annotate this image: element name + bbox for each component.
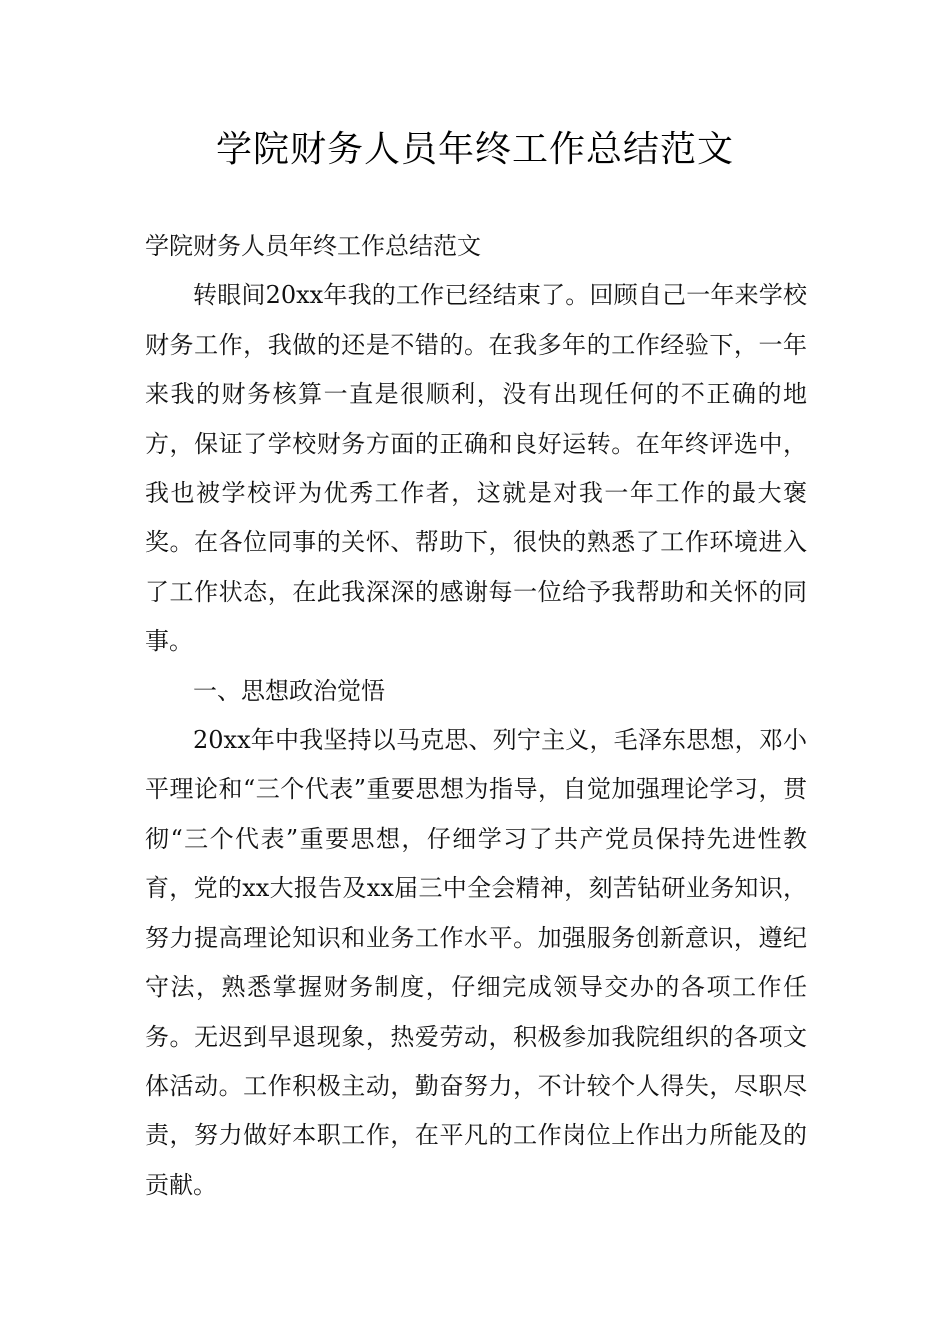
section-paragraph: 20xx年中我坚持以马克思、列宁主义，毛泽东思想，邓小平理论和“三个代表”重要思想为指导，自觉加强理论学习，贯彻“三个代表”重要思想，仔细学习了共产党员保持先进性教育，党的xx大报告及xx届三中全会精神，刻苦钻研业务知识，努力提高理论知识和业务工作水平。加强服务创新意识，遵纪守法，熟悉掌握财务制度，仔细完成领导交办的各项工作任务。无迟到早退现象，热爱劳动，积极参加我院组织的各项文体活动。工作积极主动，勤奋努力，不计较个人得失，尽职尽责，努力做好本职工作，在平凡的工作岗位上作出力所能及的贡献。 xyxy=(145,726,807,1199)
document-title: 学院财务人员年终工作总结范文 xyxy=(215,129,734,170)
subtitle-paragraph: 学院财务人员年终工作总结范文 xyxy=(145,232,481,260)
section-heading: 一、思想政治觉悟 xyxy=(193,676,385,705)
document-body xyxy=(145,222,807,1210)
intro-paragraph: 转眼间20xx年我的工作已经结束了。回顾自己一年来学校财务工作，我做的还是不错的。在我多年的工作经验下，一年来我的财务核算一直是很顺利，没有出现任何的不正确的地方，保证了学校财务方面的正确和良好运转。在年终评选中，我也被学校评为优秀工作者，这就是对我一年工作的最大褒奖。在各位同事的关怀、帮助下，很快的熟悉了工作环境进入了工作状态，在此我深深的感谢每一位给予我帮助和关怀的同事。 xyxy=(145,281,807,656)
